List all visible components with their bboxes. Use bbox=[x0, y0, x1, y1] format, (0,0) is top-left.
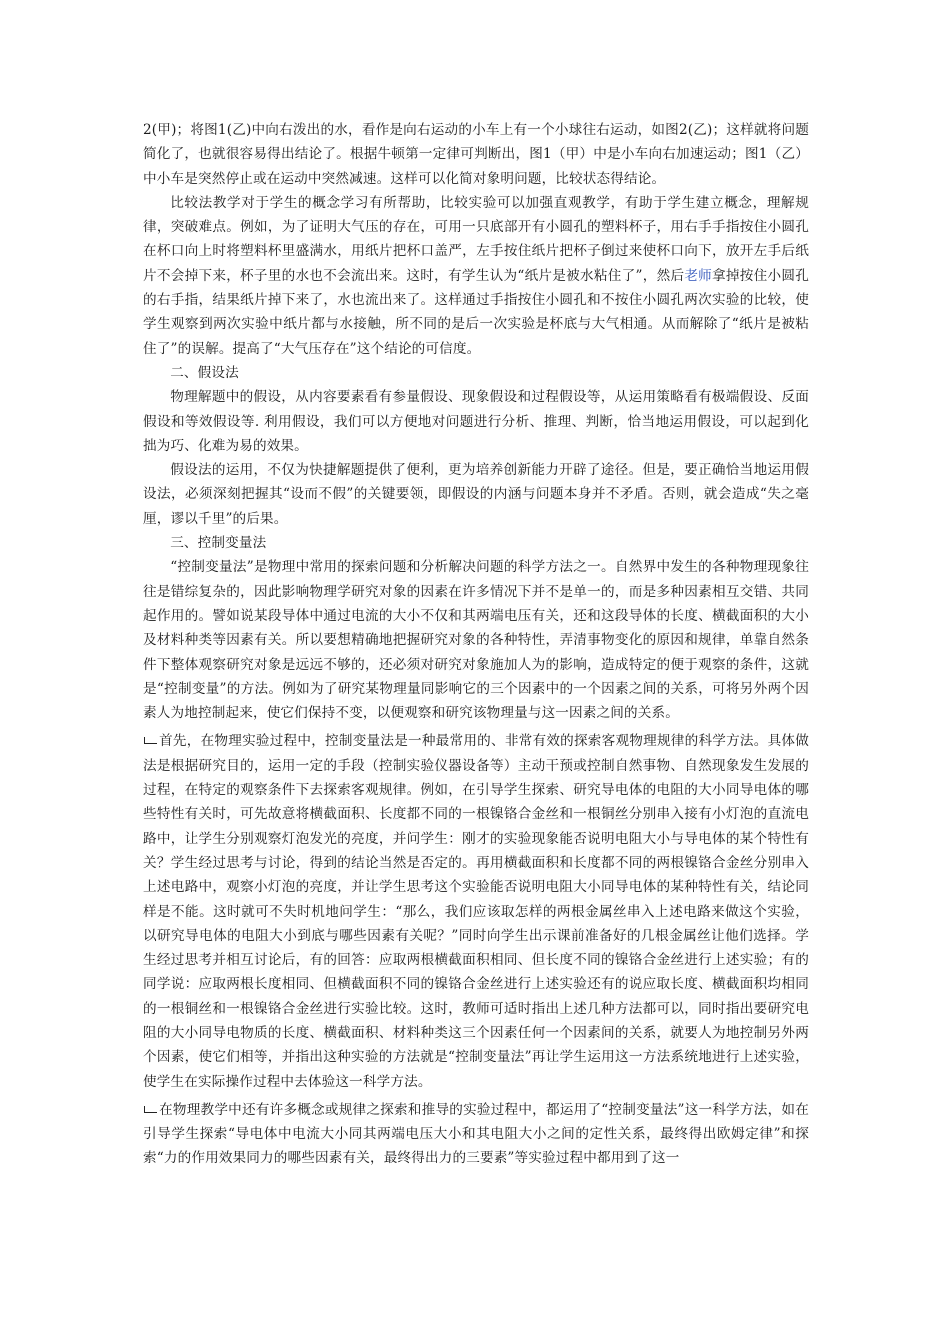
paragraph-hypothesis-1: 物理解题中的假设，从内容要素看有参量假设、现象假设和过程假设等，从运用策略看有极端假设、反面假设和等效假设等. 利用假设，我们可以方便地对问题进行分析、推理、判断，恰当地运用假设，可以起到化拙为巧、化难为易的效果。 bbox=[143, 389, 809, 454]
paragraph-comparison-part2: 拿掉按住小圆孔的右手指，结果纸片掉下来了，水也流出来了。这样通过手指按住小圆孔和不按住小圆孔两次实验的比较，使学生观察到两次实验中纸片都与水接触，所不同的是后一次实验是杯底与大气相通。从而解除了“纸片是被粘住了”的误解。提高了“大气压存在”这个结论的可信度。 bbox=[143, 267, 809, 357]
section-heading-hypothesis: 二、假设法 bbox=[170, 364, 239, 381]
paragraph-comparison bbox=[143, 191, 809, 361]
paragraph-control-2-text: 首先，在物理实验过程中，控制变量法是一种最常用的、非常有效的探索客观物理规律的科学方法。具体做法是根据研究目的，运用一定的手段（控制实验仪器设备等）主动干预或控制自然事物、自然现象发生发展的过程，在特定的观察条件下去探索客观规律。例如，在引导学生探索、研究导电体的电阻的大小同导电体的哪些特性有关时，可先故意将横截面积、长度都不同的一根镍铬合金丝和一根铜丝分别串入接有小灯泡的直流电路中，让学生分别观察灯泡发光的亮度，并问学生：刚才的实验现象能否说明电阻大小与导电体的某个特性有关？学生经过思考与讨论，得到的结论当然是否定的。再用横截面积和长度都不同的两根镍铬合金丝分别串入上述电路中，观察小灯泡的亮度，并让学生思考这个实验能否说明电阻大小同导电体的某种特性有关，结论同样是不能。这时就可不失时机地问学生：“那么，我们应该取怎样的两根金属丝串入上述电路来做这个实验，以研究导电体的电阻大小到底与哪些因素有关呢？”同时向学生出示课前准备好的几根金属丝让他们选择。学生经过思考并相互讨论后，有的回答：应取两根横截面积相同、但长度不同的镍铬合金丝进行上述实验；有的同学说：应取两根长度相同、但横截面积不同的镍铬合金丝进行上述实验还有的说应取长度、横截面积均相同的一根铜丝和一根镍铬合金丝进行实验比较。这时，教师可适时指出上述几种方法都可以，同时指出要研究电阻的大小同导电物质的长度、横截面积、材料种类这三个因素任何一个因素间的关系，就要人为地控制另外两个因素，使它们相等，并指出这种实验的方法就是“控制变量法”再让学生运用这一方法系统地进行上述实验，使学生在实际操作过程中去体验这一科学方法。 bbox=[143, 733, 809, 1090]
paragraph-comparison-part1: 比较法教学对于学生的概念学习有所帮助，比较实验可以加强直观教学，有助于学生建立概念，理解规律，突破难点。例如，为了证明大气压的存在，可用一只底部开有小圆孔的塑料杯子，用右手手指按住小圆孔在杯口向上时将塑料杯里盛满水，用纸片把杯口盖严，左手按住纸片把杯子倒过来使杯口向下，放开左手后纸片不会掉下来，杯子里的水也不会流出来。这时，有学生认为“纸片是被水粘住了”，然后 bbox=[143, 194, 809, 284]
paragraph-mark-icon bbox=[143, 736, 157, 744]
document-body bbox=[143, 118, 809, 1171]
paragraph-control-2 bbox=[143, 729, 809, 1093]
paragraph-control-1: “控制变量法”是物理中常用的探索问题和分析解决问题的科学方法之一。自然界中发生的各种物理现象往往是错综复杂的，因此影响物理学研究对象的因素在许多情况下并不是单一的，而是多种因素相互交错、共同起作用的。譬如说某段导体中通过电流的大小不仅和其两端电压有关，还和这段导体的长度、横截面积的大小及材料种类等因素有关。所以要想精确地把握研究对象的各种特性，弄清事物变化的原因和规律，单靠自然条件下整体观察研究对象是远远不够的，还必须对研究对象施加人为的影响，造成特定的便于观察的条件，这就是“控制变量”的方法。例如为了研究某物理量同影响它的三个因素中的一个因素之间的关系，可将另外两个因素人为地控制起来，使它们保持不变，以便观察和研究该物理量与这一因素之间的关系。 bbox=[143, 559, 809, 722]
paragraph-hypothesis-2: 假设法的运用，不仅为快捷解题提供了便利，更为培养创新能力开辟了途径。但是，要正确恰当地运用假设法，必须深刻把握其“设而不假”的关键要领，即假设的内涵与问题本身并不矛盾。否则，就会造成“失之毫厘，谬以千里”的后果。 bbox=[143, 462, 809, 527]
paragraph-mark-icon bbox=[143, 1105, 157, 1113]
paragraph-control-3-text: 在物理教学中还有许多概念或规律之探索和推导的实验过程中，都运用了“控制变量法”这一科学方法，如在引导学生探索“导电体中电流大小同其两端电压大小和其电阻大小之间的定性关系，最终得出欧姆定律”和探索“力的作用效果同力的哪些因素有关，最终得出力的三要素”等实验过程中都用到了这一 bbox=[143, 1101, 809, 1167]
section-heading-control-variable: 三、控制变量法 bbox=[170, 535, 267, 552]
paragraph-intro: 2(甲)；将图1(乙)中向右泼出的水，看作是向右运动的小车上有一个小球往右运动，如图2(乙)；这样就将问题简化了，也就很容易得出结论了。根据牛顿第一定律可判断出，图1（甲）中是小车向右加速运动；图1（乙）中小车是突然停止或在运动中突然减速。这样可以化简对象明问题，比较状态得结论。 bbox=[143, 122, 809, 187]
teacher-link[interactable]: 老师 bbox=[684, 267, 713, 284]
paragraph-control-3 bbox=[143, 1098, 809, 1171]
